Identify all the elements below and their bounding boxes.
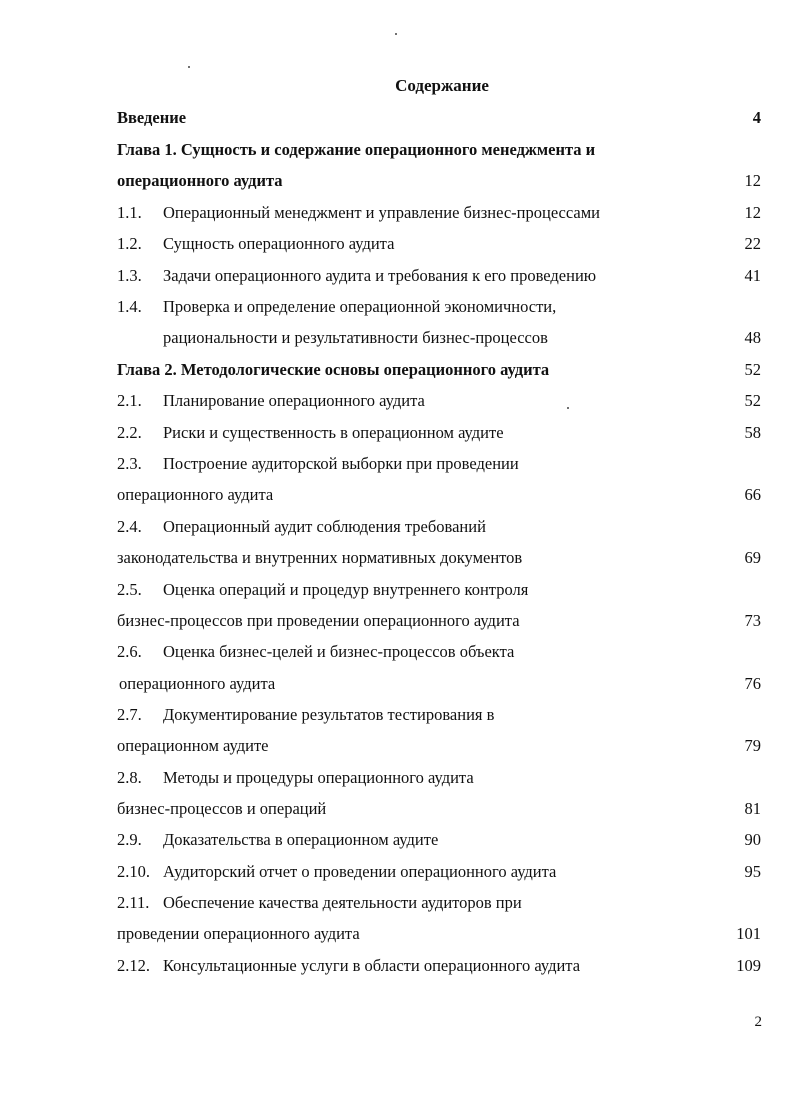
toc-entry-title: Операционный менеджмент и управление бизнес-процессами	[163, 203, 600, 222]
toc-entry-title: Риски и существенность в операционном аудите	[163, 423, 504, 442]
toc-entry-2-6-cont[interactable]	[0, 673, 798, 695]
toc-entry-title: операционного аудита	[117, 171, 283, 190]
toc-entry-title: законодательства и внутренних нормативных документов	[117, 548, 523, 567]
toc-entry-2-4-cont[interactable]	[0, 547, 798, 569]
toc-entry-title: Задачи операционного аудита и требования к его проведению	[163, 266, 597, 285]
toc-entry-1-4-cont[interactable]	[0, 327, 798, 349]
toc-entry-page: 76	[744, 674, 761, 693]
toc-entry-title: Обеспечение качества деятельности аудиторов при	[163, 893, 522, 912]
toc-entry-chapter-1-cont[interactable]	[0, 170, 798, 192]
toc-entry-title: Глава 2. Методологические основы операционного аудита	[117, 360, 550, 379]
toc-entry-page: 52	[744, 360, 761, 379]
toc-entry-number: 2.5.	[117, 580, 142, 599]
toc-entry-2-11-cont[interactable]	[0, 923, 798, 945]
toc-entry-title: Оценка операций и процедур внутреннего контроля	[163, 580, 529, 599]
toc-entry-number: 1.2.	[117, 234, 142, 253]
toc-entry-number: 2.10.	[117, 862, 150, 881]
toc-title: Содержание	[395, 76, 489, 95]
toc-entry-title: бизнес-процессов и операций	[117, 799, 327, 818]
toc-entry-2-7[interactable]	[0, 704, 798, 726]
toc-entry-2-2[interactable]	[0, 422, 798, 444]
toc-entry-page: 69	[744, 548, 761, 567]
toc-entry-page: 48	[744, 328, 761, 347]
toc-entry-title: рациональности и результативности бизнес-процессов	[163, 328, 548, 347]
toc-entry-number: 2.7.	[117, 705, 142, 724]
toc-entry-2-9[interactable]	[0, 829, 798, 851]
toc-entry-title: бизнес-процессов при проведении операционного аудита	[117, 611, 520, 630]
toc-entry-2-8-cont[interactable]	[0, 798, 798, 820]
toc-entry-2-8[interactable]	[0, 767, 798, 789]
toc-entry-title: Доказательства в операционном аудите	[163, 830, 439, 849]
scan-speck	[395, 33, 397, 35]
toc-entry-number: 2.8.	[117, 768, 142, 787]
toc-entry-title: Глава 1. Сущность и содержание операционного менеджмента и	[117, 140, 596, 159]
toc-entry-chapter-1[interactable]	[0, 139, 798, 161]
toc-entry-2-1[interactable]	[0, 390, 798, 412]
toc-entry-1-2[interactable]	[0, 233, 798, 255]
toc-entry-number: 1.1.	[117, 203, 142, 222]
toc-entry-title: Сущность операционного аудита	[163, 234, 395, 253]
toc-entry-1-1[interactable]	[0, 202, 798, 224]
toc-entry-number: 1.4.	[117, 297, 142, 316]
toc-entry-title: Методы и процедуры операционного аудита	[163, 768, 474, 787]
toc-entry-page: 90	[744, 830, 761, 849]
toc-entry-page: 52	[744, 391, 761, 410]
toc-entry-title: операционного аудита	[117, 485, 274, 504]
toc-entry-title: Построение аудиторской выборки при проведении	[163, 454, 519, 473]
scan-speck	[188, 66, 190, 68]
toc-entry-title: Введение	[117, 108, 187, 127]
toc-entry-page: 58	[744, 423, 761, 442]
toc-entry-2-6[interactable]	[0, 641, 798, 663]
toc-entry-2-3[interactable]	[0, 453, 798, 475]
toc-entry-number: 1.3.	[117, 266, 142, 285]
toc-entry-number: 2.1.	[117, 391, 142, 410]
toc-entry-number: 2.11.	[117, 893, 150, 912]
toc-entry-title: операционном аудите	[117, 736, 269, 755]
toc-entry-2-5-cont[interactable]	[0, 610, 798, 632]
toc-entry-page: 12	[744, 171, 761, 190]
page-number: 2	[754, 1014, 762, 1030]
toc-entry-number: 2.12.	[117, 956, 150, 975]
toc-entry-title: Документирование результатов тестирования в	[163, 705, 495, 724]
toc-entry-title: Консультационные услуги в области операционного аудита	[163, 956, 581, 975]
toc-entry-page: 4	[752, 108, 761, 127]
toc-entry-title: Аудиторский отчет о проведении операционного аудита	[163, 862, 557, 881]
toc-entry-page: 41	[744, 266, 761, 285]
toc-entry-number: 2.2.	[117, 423, 142, 442]
toc-entry-page: 109	[736, 956, 761, 975]
toc-entry-number: 2.4.	[117, 517, 142, 536]
toc-entry-1-4[interactable]	[0, 296, 798, 318]
toc-entry-1-3[interactable]	[0, 265, 798, 287]
toc-entry-2-11[interactable]	[0, 892, 798, 914]
toc-entry-title: Оценка бизнес-целей и бизнес-процессов объекта	[163, 642, 515, 661]
toc-entry-number: 2.6.	[117, 642, 142, 661]
toc-entry-introduction[interactable]	[0, 107, 798, 129]
toc-entry-page: 73	[744, 611, 761, 630]
toc-entry-page: 66	[744, 485, 761, 504]
toc-entry-title: операционного аудита	[119, 674, 276, 693]
toc-entry-page: 95	[744, 862, 761, 881]
toc-entry-title: проведении операционного аудита	[117, 924, 360, 943]
toc-entry-2-3-cont[interactable]	[0, 484, 798, 506]
toc-entry-page: 79	[744, 736, 761, 755]
toc-entry-number: 2.3.	[117, 454, 142, 473]
toc-entry-title: Проверка и определение операционной экономичности,	[163, 297, 557, 316]
toc-entry-2-10[interactable]	[0, 861, 798, 883]
toc-entry-title: Операционный аудит соблюдения требований	[163, 517, 486, 536]
toc-entry-2-12[interactable]	[0, 955, 798, 977]
toc-entry-page: 81	[744, 799, 761, 818]
toc-entry-2-5[interactable]	[0, 579, 798, 601]
toc-entry-2-4[interactable]	[0, 516, 798, 538]
toc-entry-number: 2.9.	[117, 830, 142, 849]
toc-entry-page: 12	[744, 203, 761, 222]
toc-entry-2-7-cont[interactable]	[0, 735, 798, 757]
toc-entry-page: 22	[744, 234, 761, 253]
toc-entry-title: Планирование операционного аудита	[163, 391, 425, 410]
toc-entry-chapter-2[interactable]	[0, 359, 798, 381]
toc-entry-page: 101	[736, 924, 761, 943]
